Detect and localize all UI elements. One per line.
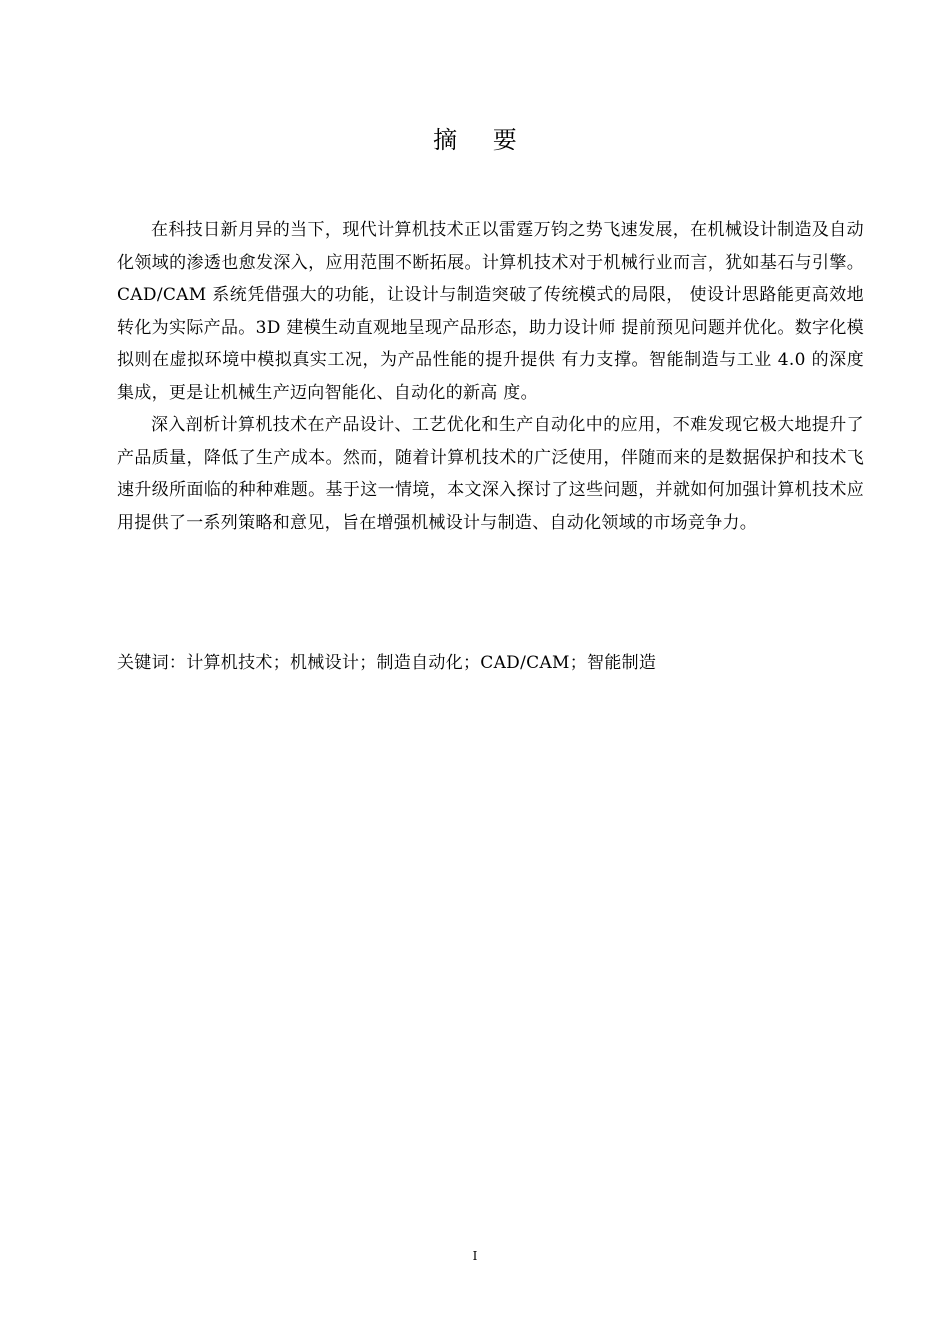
abstract-paragraph-2: 深入剖析计算机技术在产品设计、工艺优化和生产自动化中的应用，不难发现它极大地提升了产品质量，降低了生产成本。然而，随着计算机技术的广泛使用，伴随而来的是数据保护和技术飞速升级所面临的种种难题。基于这一情境，本文深入探讨了这些问题，并就如何加强计算机技术应用提供了一系列策略和意见，旨在增强机械设计与制造、自动化领域的市场竞争力。 — [117, 415, 864, 533]
keywords-text: 计算机技术；机械设计；制造自动化；CAD/CAM；智能制造 — [186, 653, 657, 673]
abstract-body — [117, 214, 864, 539]
keywords-label: 关键词： — [117, 653, 187, 673]
keywords-line — [117, 647, 864, 679]
page-title: 摘 要 — [433, 126, 531, 154]
abstract-paragraph-1: 在科技日新月异的当下，现代计算机技术正以雷霆万钧之势飞速发展，在机械设计制造及自动化领域的渗透也愈发深入，应用范围不断拓展。计算机技术对于机械行业而言，犹如基石与引擎。CAD/CAM 系统凭借强大的功能，让设计与制造突破了传统模式的局限， 使设计思路能更高效地转化为实际产品。3D 建模生动直观地呈现产品形态，助力设计师 提前预见问题并优化。数字化模拟则在虚拟环境中模拟真实工况，为产品性能的提升提供 有力支撑。智能制造与工业 4.0 的深度集成，更是让机械生产迈向智能化、自动化的新高 度。 — [117, 220, 864, 403]
page-number: I — [472, 1249, 478, 1263]
